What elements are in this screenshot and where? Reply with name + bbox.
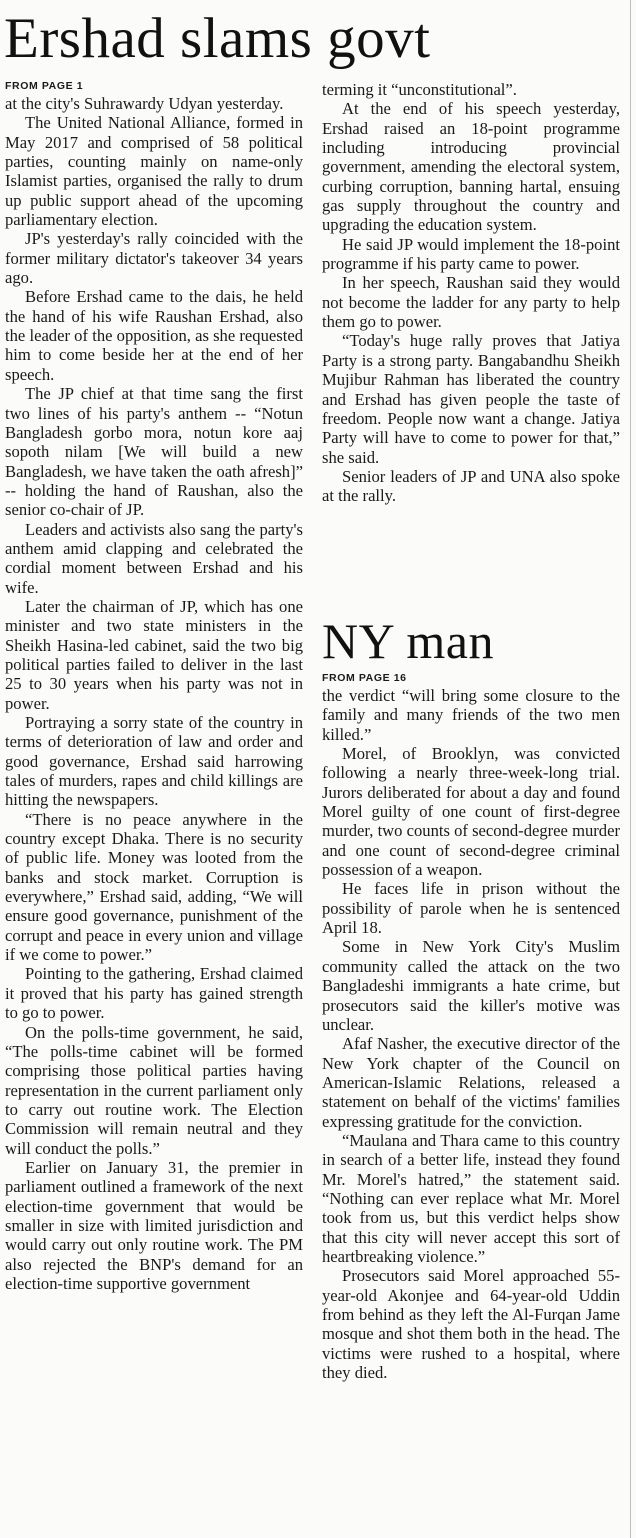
paragraph: Before Ershad came to the dais, he held the hand of his wife Raushan Ershad, also the leader of the opposition, as she requested him to come beside her at the end of her speech.	[5, 287, 303, 384]
story2-jump-kicker: FROM PAGE 16	[322, 672, 407, 684]
paragraph: In her speech, Raushan said they would not become the ladder for any party to help them go to power.	[322, 273, 620, 332]
paragraph: He faces life in prison without the possibility of parole when he is sentenced April 18.	[322, 879, 620, 938]
paragraph: Later the chairman of JP, which has one minister and two state ministers in the Sheikh Hasina-led cabinet, said the two big political parties failed to deliver in the last 25 to 30 years when his party was not in power.	[5, 596, 303, 713]
paragraph: the verdict “will bring some closure to the family and many friends of the two men killed.”	[322, 686, 620, 744]
paragraph: Some in New York City's Muslim community called the attack on the two Bangladeshi immigrants a hate crime, but prosecutors said the killer's motive was unclear.	[322, 937, 620, 1034]
paragraph: Earlier on January 31, the premier in parliament outlined a framework of the next election-time government that would be smaller in size with limited jurisdiction and would carry out only routine work. The PM also rejected the BNP's demand for an election-time supportive government	[5, 1157, 303, 1293]
story1-jump-kicker: FROM PAGE 1	[5, 80, 84, 92]
paragraph: Leaders and activists also sang the party's anthem amid clapping and celebrated the cordial moment between Ershad and his wife.	[5, 519, 303, 597]
story1-headline: Ershad slams govt	[4, 7, 431, 70]
paragraph: JP's yesterday's rally coincided with the former military dictator's takeover 34 years ago.	[5, 229, 303, 288]
paragraph: at the city's Suhrawardy Udyan yesterday.	[5, 94, 284, 113]
paragraph: “There is no peace anywhere in the country except Dhaka. There is no security of public life. Money was looted from the banks and stock market. Corruption is everywhere,” Ershad said, adding, “We will ensure good governance, punishment of the corrupt and peace in every union and village if we come to power.”	[5, 809, 303, 965]
paragraph: The United National Alliance, formed in May 2017 and comprised of 58 political parties, counting mainly on name-only Islamist parties, organised the rally to drum up public support ahead of the upcoming parliamentary election.	[5, 113, 303, 230]
story2-column	[322, 671, 620, 1382]
paragraph: “Maulana and Thara came to this country in search of a better life, instead they found Mr. Morel's hatred,” the statement said. “Nothing can ever replace what Mr. Morel took from us, but this verdict helps show that this city will never accept this sort of heartbreaking violence.”	[322, 1130, 620, 1266]
paragraph: terming it “unconstitutional”.	[322, 80, 517, 99]
paragraph: Pointing to the gathering, Ershad claimed it proved that his party has gained strength to go to power.	[5, 964, 303, 1023]
paragraph: Afaf Nasher, the executive director of the New York chapter of the Council on American-Islamic Relations, released a statement on behalf of the victims' families expressing gratitude for the conviction.	[322, 1034, 620, 1131]
paragraph: Senior leaders of JP and UNA also spoke at the rally.	[322, 466, 620, 506]
paragraph: The JP chief at that time sang the first two lines of his party's anthem -- “Notun Bangladesh gorbo mora, notun kore aaj sopoth nilam [We will build a new Bangladesh, we have taken the oath afresh]” -- holding the hand of Raushan, also the senior co-chair of JP.	[5, 384, 303, 520]
paragraph: Prosecutors said Morel approached 55-year-old Akonjee and 64-year-old Uddin from behind as they left the Al-Furqan Jame mosque and shot them both in the head. The victims were rushed to a hospital, where they died.	[322, 1266, 620, 1383]
story1-column-2	[322, 80, 620, 506]
paragraph: At the end of his speech yesterday, Ershad raised an 18-point programme including introducing provincial government, amending the electoral system, curbing corruption, banning hartal, ensuing gas supply throughout the country and upgrading the education system.	[322, 99, 620, 235]
paragraph: On the polls-time government, he said, “The polls-time cabinet will be formed comprising those political parties having representation in the current parliament only to carry out routine work. The Election Commission will remain neutral and they will conduct the polls.”	[5, 1022, 303, 1158]
paragraph: Morel, of Brooklyn, was convicted following a nearly three-week-long trial. Jurors deliberated for about a day and found Morel guilty of one count of first-degree murder, two counts of second-degree murder and one count of second-degree criminal possession of a weapon.	[322, 744, 620, 880]
page-edge-rule	[630, 0, 631, 1538]
paragraph: He said JP would implement the 18-point programme if his party came to power.	[322, 234, 620, 274]
story2-headline: NY man	[322, 613, 494, 669]
paragraph: Portraying a sorry state of the country in terms of deterioration of law and order and good governance, Ershad said harrowing tales of murders, rapes and child killings are hitting the newspapers.	[5, 713, 303, 810]
paragraph: “Today's huge rally proves that Jatiya Party is a strong party. Bangabandhu Sheikh Mujibur Rahman has liberated the country and Ershad has given people the taste of freedom. People now want a change. Jatiya Party will have to come to power for that,” she said.	[322, 331, 620, 467]
story1-column-1	[5, 79, 303, 1293]
